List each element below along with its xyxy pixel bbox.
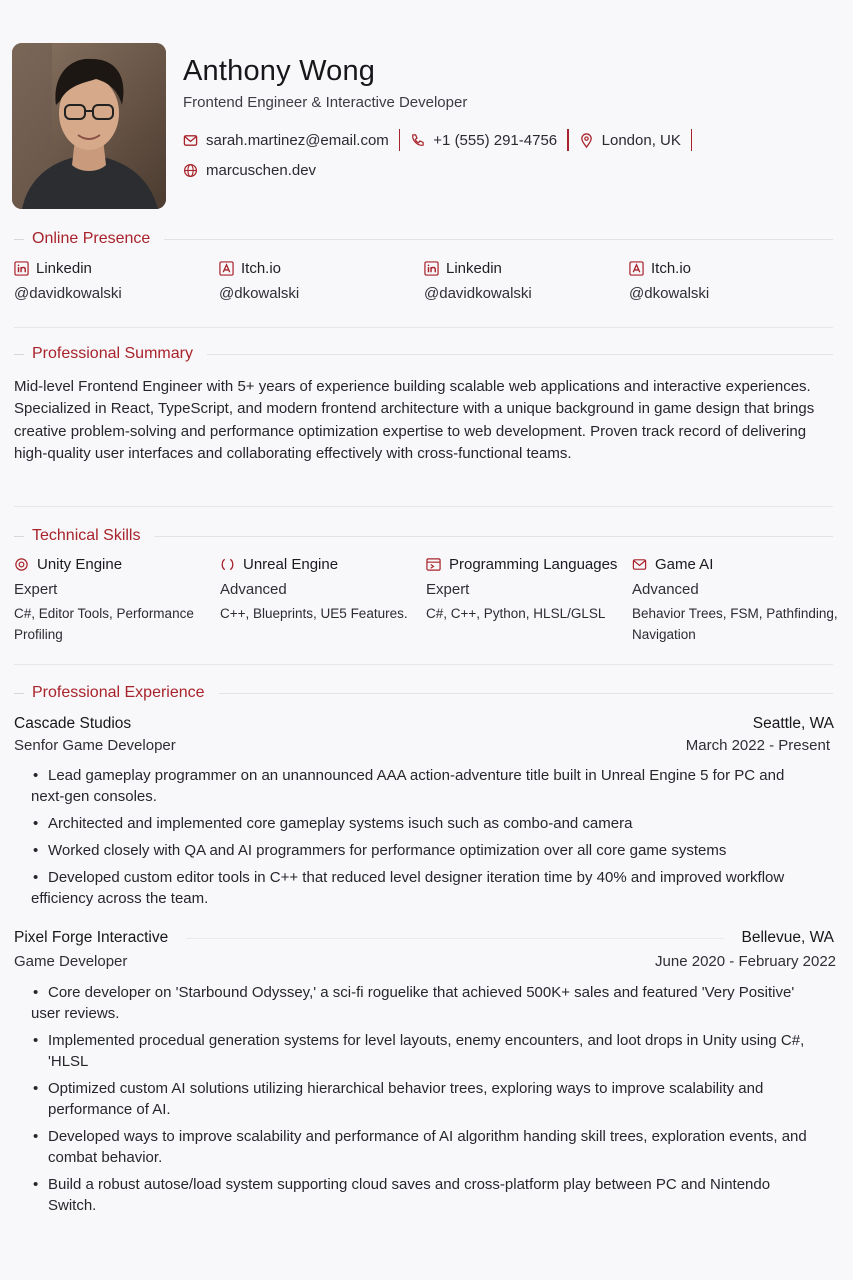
profile-handle[interactable]: @davidkowalski (14, 285, 122, 302)
job-bullet: • Core developer on 'Starbound Odyssey,' a sci-fi roguelike that achieved 500K+ sales and featured 'Very Positive' user reviews. (31, 982, 821, 1024)
candidate-name: Anthony Wong (183, 55, 376, 87)
linkedin-icon (424, 261, 439, 276)
heading-line (164, 239, 833, 240)
skill-name: Game AI (655, 556, 714, 573)
portrait-image (12, 43, 166, 209)
unity-icon (14, 557, 29, 572)
profile-item[interactable] (629, 257, 834, 302)
job-bullet: • Developed custom editor tools in C++ that reduced level designer iteration time by 40% and improved workflow efficiency across the team. (31, 867, 821, 909)
job-bullets (31, 765, 821, 915)
linkedin-icon (14, 261, 29, 276)
job-bullet: • Developed ways to improve scalability and performance of AI algorithm handing skill trees, exploration events, and combat behavior. (31, 1126, 821, 1168)
profile-platform: Linkedin (446, 259, 502, 277)
website-text[interactable]: marcuschen.dev (206, 161, 317, 179)
profile-platform: Itch.io (241, 259, 282, 277)
section-divider (14, 506, 833, 507)
skill-item (426, 554, 632, 645)
skill-name: Programming Languages (449, 556, 618, 573)
profile-platform: Itch.io (651, 259, 692, 277)
skill-item (220, 554, 426, 645)
profile-handle[interactable]: @dkowalski (629, 285, 710, 302)
code-icon (426, 557, 441, 572)
profile-item[interactable] (14, 257, 219, 302)
skill-tools: C#, Editor Tools, Performance Profiling (14, 606, 194, 642)
heading-line (207, 354, 833, 355)
heading-dash (14, 536, 24, 537)
unreal-icon (220, 557, 235, 572)
profile-photo (12, 43, 166, 209)
heading-line (219, 693, 833, 694)
location-text: London, UK (601, 131, 681, 149)
online-presence-heading (14, 230, 833, 248)
phone-contact[interactable] (410, 132, 557, 149)
profile-handle[interactable]: @davidkowalski (424, 285, 532, 302)
skill-tools: C++, Blueprints, UE5 Features. (220, 606, 408, 621)
website-row (183, 159, 316, 181)
phone-text[interactable]: +1 (555) 291-4756 (433, 131, 558, 149)
heading-dash (14, 239, 24, 240)
section-title: Technical Skills (32, 527, 141, 544)
skills-list (14, 554, 838, 645)
profile-platform: Linkedin (36, 259, 92, 277)
job-header-line (186, 938, 723, 939)
itchio-icon (629, 261, 644, 276)
skill-level: Advanced (220, 581, 287, 598)
email-text[interactable]: sarah.martinez@email.com (206, 131, 389, 149)
job-title: Senfor Game Developer (14, 737, 176, 754)
email-contact[interactable] (183, 132, 389, 149)
candidate-role: Frontend Engineer & Interactive Developer (183, 94, 468, 111)
skill-level: Expert (14, 581, 58, 598)
skill-item (14, 554, 220, 645)
job-subheader (14, 737, 830, 754)
job-title: Game Developer (14, 953, 128, 970)
heading-dash (14, 354, 24, 355)
section-divider (14, 664, 833, 665)
experience-heading (14, 684, 833, 702)
heading-dash (14, 693, 24, 694)
summary-heading (14, 345, 833, 363)
section-title: Professional Summary (32, 345, 193, 362)
contact-separator (691, 129, 693, 151)
contact-row (183, 129, 702, 151)
skill-name: Unreal Engine (243, 556, 339, 573)
profile-handle[interactable]: @dkowalski (219, 285, 300, 302)
skill-level: Advanced (632, 581, 699, 598)
job-subheader (14, 953, 836, 970)
mail-icon (183, 133, 198, 148)
profiles-list (14, 257, 834, 302)
phone-icon (410, 133, 425, 148)
skill-name: Unity Engine (37, 556, 123, 573)
job-dates: March 2022 - Present (685, 737, 830, 754)
job-company: Cascade Studios (14, 715, 132, 732)
job-bullet: • Build a robust autose/load system supporting cloud saves and cross-platform play between PC and Nintendo Switch. (31, 1174, 821, 1216)
globe-icon (183, 163, 198, 178)
job-bullet: • Optimized custom AI solutions utilizing hierarchical behavior trees, exploring ways to improve scalability and performance of AI. (31, 1078, 821, 1120)
itchio-icon (219, 261, 234, 276)
skill-level: Expert (426, 581, 470, 598)
job-bullet: • Architected and implemented core gameplay systems isuch such as combo-and camera (31, 813, 821, 834)
job-location: Bellevue, WA (741, 929, 834, 946)
skill-tools: Behavior Trees, FSM, Pathfinding, Navigation (632, 606, 838, 642)
section-title: Online Presence (32, 230, 151, 247)
job-header (14, 715, 834, 733)
profile-item[interactable] (219, 257, 424, 302)
job-dates: June 2020 - February 2022 (655, 953, 836, 970)
contact-separator (567, 129, 569, 151)
job-location: Seattle, WA (752, 715, 834, 732)
section-title: Professional Experience (32, 684, 205, 701)
summary-text: Mid-level Frontend Engineer with 5+ years of experience building scalable web applications and interactive experiences. Specialized in React, TypeScript, and modern frontend architecture with a unique background in game design that brings creative problem-solving and performance optimization expertise to web development. Proven track record of delivering high-quality user interfaces and collaborating effectively with cross-functional teams. (14, 378, 815, 463)
heading-line (154, 536, 833, 537)
job-header (14, 929, 834, 947)
job-bullets (31, 982, 821, 1222)
job-bullet: • Lead gameplay programmer on an unannounced AAA action-adventure title built in Unreal Engine 5 for PC and next-gen consoles. (31, 765, 821, 807)
skills-heading (14, 527, 833, 545)
skill-tools: C#, C++, Python, HLSL/GLSL (426, 606, 606, 621)
brain-chip-icon (632, 557, 647, 572)
location-contact (579, 132, 681, 149)
job-company: Pixel Forge Interactive (14, 929, 169, 946)
location-pin-icon (579, 133, 594, 148)
skill-item (632, 554, 838, 645)
website-contact[interactable] (183, 162, 316, 179)
profile-item[interactable] (424, 257, 629, 302)
job-bullet: • Worked closely with QA and AI programmers for performance optimization over all core game systems (31, 840, 821, 861)
contact-separator (399, 129, 401, 151)
job-bullet: • Implemented procedual generation systems for level layouts, enemy encounters, and loot drops in Unity using C#, 'HLSL (31, 1030, 821, 1072)
section-divider (14, 327, 833, 328)
